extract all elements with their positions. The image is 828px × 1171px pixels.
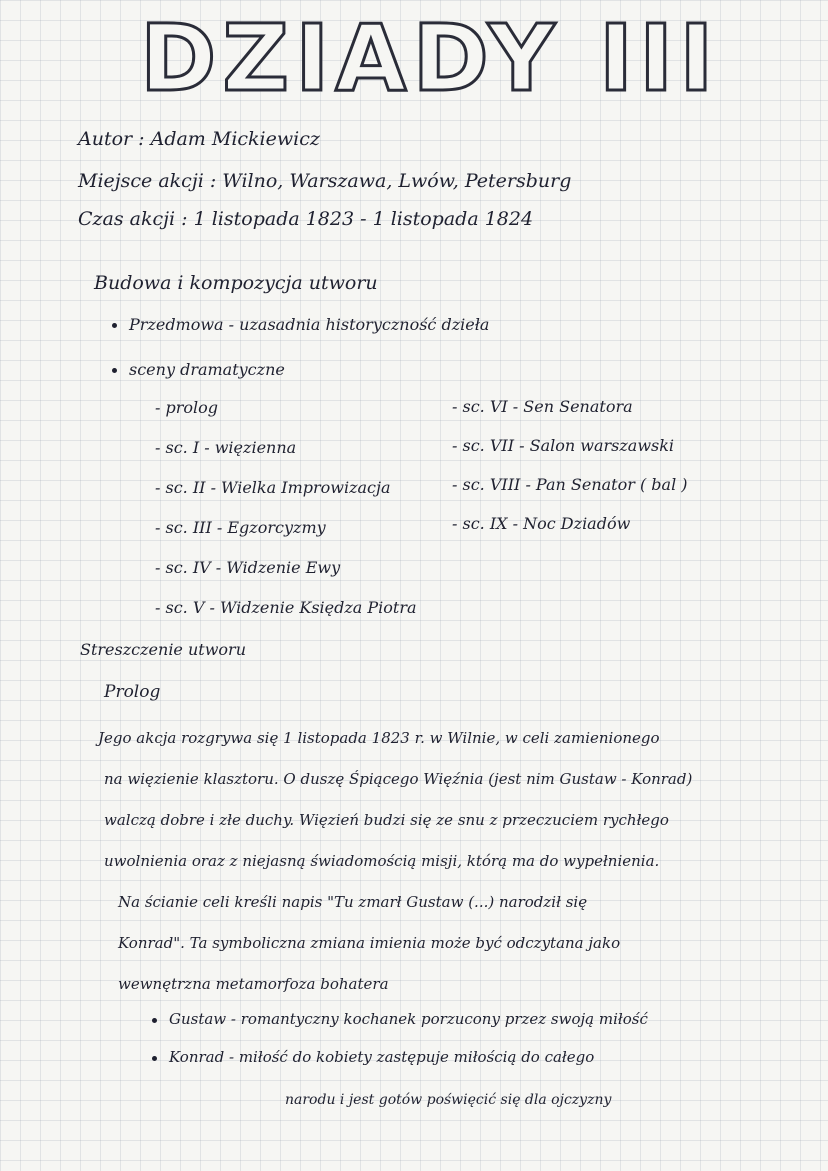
bullet-icon [152, 1018, 157, 1023]
summary-heading: Streszczenie utworu [80, 640, 246, 659]
scene-item: - prolog [155, 398, 219, 417]
scene-item: - sc. III - Egzorcyzmy [155, 518, 326, 537]
scenes-left-list [155, 398, 417, 617]
gustaw-text: Gustaw - romantyczny kochanek porzucony przez swoją miłość [169, 1010, 648, 1028]
paragraph-line: walczą dobre i złe duchy. Więzień budzi się ze snu z przeczuciem rychłego [104, 811, 669, 829]
konrad-item [152, 1048, 594, 1066]
scenes-label: sceny dramatyczne [129, 360, 285, 379]
paragraph-line: Konrad". Ta symboliczna zmiana imienia może być odczytana jako [118, 934, 621, 952]
prolog-paragraph [98, 718, 692, 1005]
place-line: Miejsce akcji : Wilno, Warszawa, Lwów, Petersburg [78, 170, 572, 192]
paragraph-line: Na ścianie celi kreśli napis "Tu zmarł Gustaw (...) narodził się [118, 893, 588, 911]
scene-item: - sc. V - Widzenie Księdza Piotra [155, 598, 417, 617]
paragraph-line: uwolnienia oraz z niejasną świadomością misji, którą ma do wypełnienia. [104, 852, 660, 870]
paragraph-line: na więzienie klasztoru. O duszę Śpiącego Więźnia (jest nim Gustaw - Konrad) [104, 770, 693, 788]
scene-item: - sc. IX - Noc Dziadów [452, 514, 631, 533]
structure-heading: Budowa i kompozycja utworu [94, 272, 378, 294]
scenes-label-item [112, 360, 285, 379]
preface-text: Przedmowa - uzasadnia historyczność dzieła [129, 315, 490, 334]
scene-item: - sc. II - Wielka Improwizacja [155, 478, 391, 497]
time-line: Czas akcji : 1 listopada 1823 - 1 listopada 1824 [78, 208, 534, 230]
author-line: Autor : Adam Mickiewicz [78, 128, 320, 150]
scene-item: - sc. VIII - Pan Senator ( bal ) [452, 475, 688, 494]
konrad-text: Konrad - miłość do kobiety zastępuje miłością do całego [169, 1048, 595, 1066]
konrad-continuation: narodu i jest gotów poświęcić się dla ojczyzny [285, 1092, 612, 1108]
bullet-icon [152, 1056, 157, 1061]
paragraph-line: Jego akcja rozgrywa się 1 listopada 1823 r. w Wilnie, w celi zamienionego [98, 729, 660, 747]
bullet-icon [112, 323, 117, 328]
scene-item: - sc. VII - Salon warszawski [452, 436, 675, 455]
prolog-heading: Prolog [104, 682, 161, 702]
paragraph-line: wewnętrzna metamorfoza bohatera [118, 975, 389, 993]
scene-item: - sc. VI - Sen Senatora [452, 397, 633, 416]
scene-item: - sc. I - więzienna [155, 438, 297, 457]
bullet-icon [112, 368, 117, 373]
preface-item [112, 315, 489, 334]
scenes-right-list [452, 397, 688, 533]
page-title: DZIADY III [140, 5, 720, 112]
scene-item: - sc. IV - Widzenie Ewy [155, 558, 341, 577]
gustaw-item [152, 1010, 648, 1028]
